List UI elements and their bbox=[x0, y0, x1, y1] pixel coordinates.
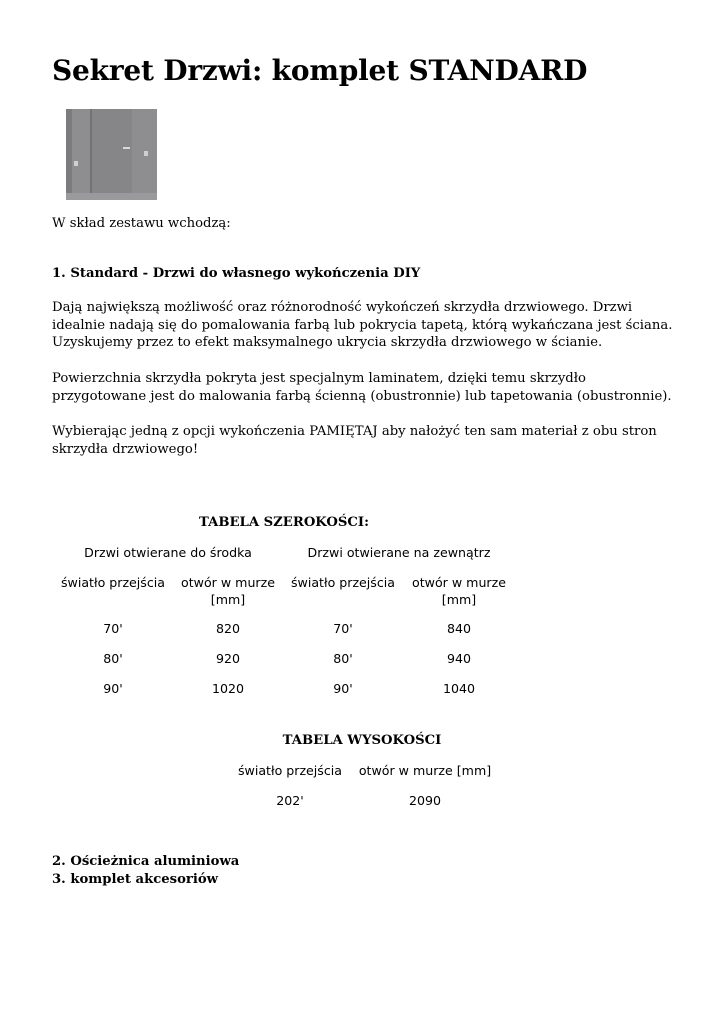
width-table-cell: 840 bbox=[446, 621, 472, 636]
width-table-col-opening-in-line2: [mm] bbox=[210, 591, 246, 607]
photo-switch bbox=[144, 151, 148, 156]
height-table-title: TABELA WYSOKOŚCI bbox=[282, 733, 442, 748]
section3-heading: 3. komplet akcesoriów bbox=[52, 872, 218, 887]
width-table-col-opening-out bbox=[412, 575, 506, 608]
width-table-title: TABELA SZEROKOŚCI: bbox=[199, 515, 369, 530]
section1-paragraph-2: Powierzchnia skrzydła pokryta jest specjalnym laminatem, dzięki temu skrzydło przygotowane jest do malowania farbą ścienną (obustronnie) lub tapetowania (obustronnie). bbox=[52, 371, 672, 404]
width-table-cell: 70' bbox=[103, 621, 123, 636]
width-table-cell: 80' bbox=[333, 651, 353, 666]
section2-heading: 2. Ościeżnica aluminiowa bbox=[52, 854, 240, 869]
height-table-cell: 202' bbox=[276, 793, 304, 808]
width-table-col-clearance-in: światło przejścia bbox=[60, 575, 166, 590]
width-table-cell: 920 bbox=[215, 651, 241, 666]
width-table-group-inward: Drzwi otwierane do środka bbox=[84, 545, 252, 560]
width-table-cell: 90' bbox=[333, 681, 353, 696]
photo-door-leaf bbox=[91, 109, 132, 200]
width-table-cell: 940 bbox=[446, 651, 472, 666]
width-table-group-outward: Drzwi otwierane na zewnątrz bbox=[307, 545, 491, 560]
height-table-cell: 2090 bbox=[408, 793, 442, 808]
width-table-col-opening-out-line2: [mm] bbox=[441, 591, 477, 607]
photo-left-strip bbox=[66, 109, 72, 200]
photo-door-handle bbox=[123, 147, 130, 149]
width-table-col-opening-in bbox=[181, 575, 275, 608]
page-title: Sekret Drzwi: komplet STANDARD bbox=[52, 54, 588, 87]
product-photo bbox=[66, 109, 157, 200]
width-table-col-opening-in-line1: otwór w murze bbox=[181, 575, 275, 590]
width-table-col-opening-out-line1: otwór w murze bbox=[412, 575, 506, 590]
width-table-cell: 1040 bbox=[442, 681, 476, 696]
height-table-col-opening: otwór w murze [mm] bbox=[358, 763, 492, 778]
width-table-cell: 80' bbox=[103, 651, 123, 666]
intro-text: W skład zestawu wchodzą: bbox=[52, 216, 231, 231]
width-table-cell: 1020 bbox=[211, 681, 245, 696]
width-table-col-clearance-out: światło przejścia bbox=[290, 575, 396, 590]
width-table-cell: 70' bbox=[333, 621, 353, 636]
section1-paragraph-3: Wybierając jedną z opcji wykończenia PAMIĘTAJ aby nałożyć ten sam materiał z obu stron skrzydła drzwiowego! bbox=[52, 424, 657, 457]
width-table-cell: 90' bbox=[103, 681, 123, 696]
photo-socket bbox=[74, 161, 78, 166]
section1-heading: 1. Standard - Drzwi do własnego wykończenia DIY bbox=[52, 266, 421, 281]
height-table-col-clearance: światło przejścia bbox=[237, 763, 343, 778]
section1-paragraph-1: Dają największą możliwość oraz różnorodność wykończeń skrzydła drzwiowego. Drzwi idealnie nadają się do pomalowania farbą lub pokrycia tapetą, którą wykańczana jest ściana. Uzyskujemy przez to efekt maksymalnego ukrycia skrzydła drzwiowego w ścianie. bbox=[52, 300, 673, 351]
width-table-cell: 820 bbox=[215, 621, 241, 636]
photo-floor bbox=[66, 193, 157, 200]
